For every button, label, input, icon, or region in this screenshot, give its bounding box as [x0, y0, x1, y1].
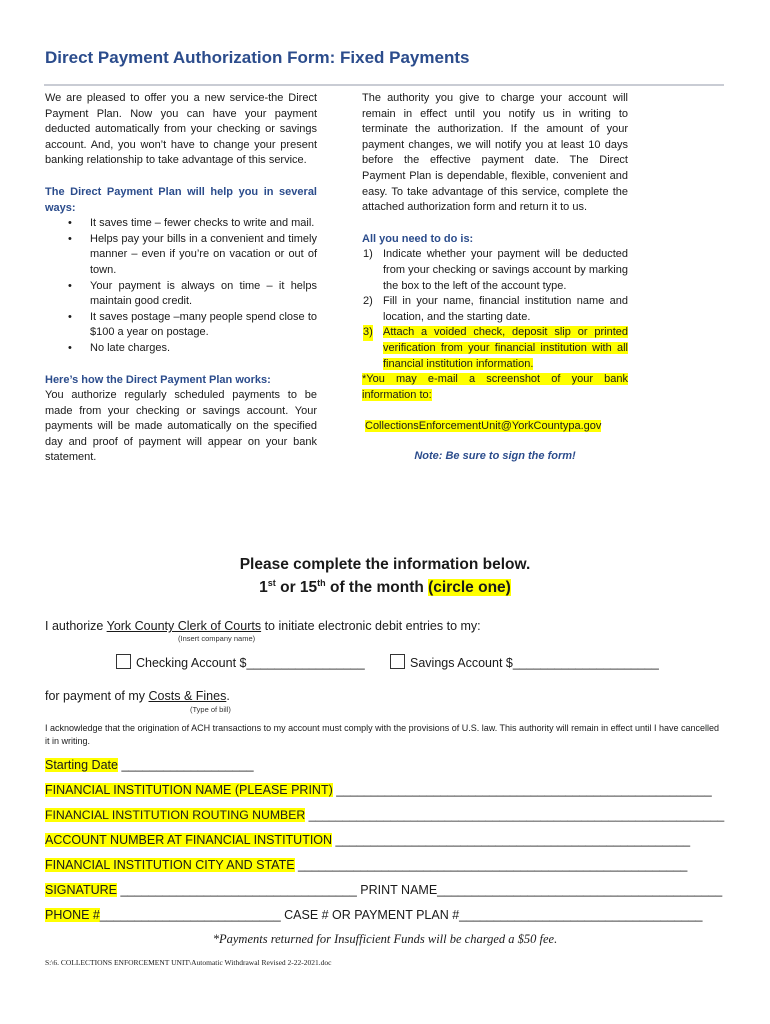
checking-checkbox[interactable] [116, 654, 131, 669]
savings-option[interactable]: Savings Account $_____________________ [390, 654, 659, 670]
sign-note: Note: Be sure to sign the form! [414, 449, 576, 462]
list-item: • Your payment is always on time – it helps maintain good credit. [68, 279, 317, 308]
account-number-field[interactable]: ACCOUNT NUMBER AT FINANCIAL INSTITUTION ___________________________________________________ [45, 833, 691, 847]
bill-type: Costs & Fines [148, 689, 227, 703]
bullet-icon: • [68, 232, 72, 245]
ach-acknowledgement: I acknowledge that the origination of ACH transactions to my account must comply with the provisions of U.S. law. This authority will remain in effect until I have cancelled it in writing. [45, 723, 719, 746]
savings-checkbox[interactable] [390, 654, 405, 669]
list-item: 1) Indicate whether your payment will be deducted from your checking or savings account by marking the box to the left of the account type. [363, 248, 628, 292]
todo-heading: All you need to do is: [362, 232, 474, 245]
signature-field[interactable]: SIGNATURE __________________________________ PRINT NAME_________________________________________ [45, 883, 723, 897]
list-item: • It saves postage –many people spend close to $100 a year on postage. [68, 310, 317, 339]
starting-date-field[interactable]: Starting Date ___________________ [45, 758, 254, 772]
benefits-list [45, 216, 317, 356]
list-item: 3) Attach a voided check, deposit slip or printed verification from your financial institution with all financial institution information. [363, 326, 628, 370]
payment-for-line: for payment of my Costs & Fines. [45, 689, 230, 703]
routing-number-field[interactable]: FINANCIAL INSTITUTION ROUTING NUMBER _____________________________________________________________ [45, 808, 725, 822]
authority-paragraph: The authority you give to charge your account will remain in effect until you notify us in writing to terminate the authorization. If the amount of your payment changes, we will notify you at least 10 days before the effective payment date. The Direct Payment Plan is dependable, flexible, convenient and easy. To take advantage of this service, complete the attached authorization form and return it to us. [362, 92, 628, 214]
fi-city-state-field[interactable]: FINANCIAL INSTITUTION CITY AND STATE ________________________________________________________ [45, 858, 688, 872]
authorize-line: I authorize York County Clerk of Courts to initiate electronic debit entries to my: [45, 619, 481, 633]
how-it-works-heading: Here’s how the Direct Payment Plan works: [45, 373, 271, 386]
email-instruction: *You may e-mail a screenshot of your bank information to: [362, 373, 628, 401]
phone-field[interactable]: PHONE #__________________________ CASE # OR PAYMENT PLAN #___________________________________ [45, 908, 703, 922]
list-item: 2) Fill in your name, financial institution name and location, and the starting date. [363, 295, 628, 323]
bill-hint: (Type of bill) [190, 705, 231, 714]
email-link[interactable]: CollectionsEnforcementUnit@YorkCountypa.gov [365, 420, 602, 433]
how-it-works-text: You authorize regularly scheduled payments to be made from your checking or savings account. Your payments will be made automatically on the specified day and proof of payment will appear on your bank statement. [45, 389, 317, 464]
fi-name-field[interactable]: FINANCIAL INSTITUTION NAME (PLEASE PRINT) ______________________________________________________ [45, 783, 712, 797]
intro-paragraph: We are pleased to offer you a new service-the Direct Payment Plan. Now you can have your payment deducted automatically from your checking or savings account. And, you won’t have to change your present banking relationship to take advantage of this service. [45, 92, 317, 167]
bullet-icon: • [68, 279, 72, 292]
company-hint: (Insert company name) [178, 634, 256, 643]
payment-day-line: 1st or 15th of the month (circle one) [259, 578, 511, 597]
file-path: S:\6. COLLECTIONS ENFORCEMENT UNIT\Automatic Withdrawal Revised 2-22-2021.doc [45, 958, 332, 967]
list-item: • Helps pay your bills in a convenient and timely manner – even if you’re on vacation or out of town. [68, 232, 317, 276]
bullet-icon: • [68, 217, 72, 230]
title-divider [44, 84, 724, 86]
list-item: • No late charges. [45, 341, 317, 357]
bullet-icon: • [68, 310, 72, 323]
right-column [362, 91, 628, 464]
checking-option[interactable]: Checking Account $_________________ [116, 654, 365, 670]
circle-one-label: (circle one) [428, 579, 511, 597]
form-title: Direct Payment Authorization Form: Fixed Payments [45, 48, 470, 67]
form-heading: Please complete the information below. [239, 556, 531, 573]
left-column [45, 91, 317, 466]
steps-list [362, 247, 628, 372]
list-item: • It saves time – fewer checks to write and mail. [45, 216, 317, 232]
company-name: York County Clerk of Courts [106, 619, 262, 633]
nsf-fee-note: *Payments returned for Insufficient Funds will be charged a $50 fee. [212, 932, 558, 946]
benefits-heading: The Direct Payment Plan will help you in several ways: [45, 185, 317, 214]
bullet-icon: • [68, 341, 72, 354]
